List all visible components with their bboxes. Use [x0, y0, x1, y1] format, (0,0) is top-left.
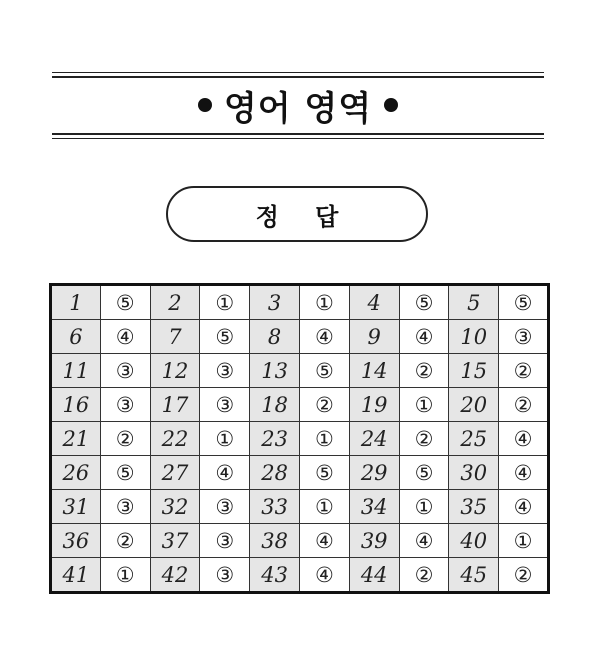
question-number: 20	[449, 388, 499, 422]
section-title-text: 영어 영역	[223, 88, 373, 129]
question-number: 41	[51, 558, 101, 593]
answer-choice: ⑤	[200, 320, 250, 354]
question-number: 16	[51, 388, 101, 422]
question-number: 39	[349, 524, 399, 558]
question-number: 12	[150, 354, 200, 388]
question-number: 11	[51, 354, 101, 388]
question-number: 3	[250, 285, 300, 320]
answer-choice: ②	[399, 422, 449, 456]
question-number: 6	[51, 320, 101, 354]
table-row	[51, 354, 549, 388]
question-number: 40	[449, 524, 499, 558]
question-number: 43	[250, 558, 300, 593]
question-number: 10	[449, 320, 499, 354]
answer-choice: ④	[499, 422, 549, 456]
question-number: 36	[51, 524, 101, 558]
table-row	[51, 524, 549, 558]
question-number: 45	[449, 558, 499, 593]
answer-choice: ④	[499, 490, 549, 524]
question-number: 31	[51, 490, 101, 524]
answer-table	[49, 283, 550, 594]
answer-choice: ②	[100, 422, 150, 456]
bottom-rule-thick	[52, 133, 544, 135]
question-number: 24	[349, 422, 399, 456]
answer-choice: ②	[499, 354, 549, 388]
answer-choice: ④	[200, 456, 250, 490]
question-number: 32	[150, 490, 200, 524]
table-row	[51, 456, 549, 490]
question-number: 25	[449, 422, 499, 456]
answer-choice: ③	[200, 388, 250, 422]
table-row	[51, 285, 549, 320]
answer-choice: ④	[100, 320, 150, 354]
answer-choice: ⑤	[499, 285, 549, 320]
answer-choice: ②	[499, 388, 549, 422]
top-rule-thin	[52, 72, 544, 73]
question-number: 38	[250, 524, 300, 558]
answer-choice: ④	[399, 524, 449, 558]
question-number: 35	[449, 490, 499, 524]
question-number: 21	[51, 422, 101, 456]
answer-choice: ①	[100, 558, 150, 593]
bullet-left-icon	[198, 98, 212, 112]
answer-choice: ①	[200, 422, 250, 456]
question-number: 14	[349, 354, 399, 388]
answer-choice: ②	[100, 524, 150, 558]
table-row	[51, 388, 549, 422]
table-row	[51, 320, 549, 354]
question-number: 44	[349, 558, 399, 593]
answer-choice: ④	[399, 320, 449, 354]
question-number: 42	[150, 558, 200, 593]
answer-choice: ⑤	[299, 354, 349, 388]
answer-choice: ①	[499, 524, 549, 558]
question-number: 2	[150, 285, 200, 320]
table-row	[51, 558, 549, 593]
question-number: 13	[250, 354, 300, 388]
answer-choice: ①	[399, 388, 449, 422]
question-number: 33	[250, 490, 300, 524]
answer-choice: ④	[299, 558, 349, 593]
bottom-rule-thin	[52, 138, 544, 139]
answer-choice: ③	[100, 388, 150, 422]
answer-choice: ④	[499, 456, 549, 490]
answer-choice: ⑤	[399, 285, 449, 320]
question-number: 4	[349, 285, 399, 320]
question-number: 1	[51, 285, 101, 320]
answer-choice: ③	[200, 558, 250, 593]
question-number: 9	[349, 320, 399, 354]
question-number: 22	[150, 422, 200, 456]
answer-choice: ①	[299, 422, 349, 456]
answer-choice: ⑤	[299, 456, 349, 490]
question-number: 5	[449, 285, 499, 320]
answer-choice: ③	[499, 320, 549, 354]
question-number: 28	[250, 456, 300, 490]
answer-choice: ②	[399, 558, 449, 593]
answer-choice: ⑤	[399, 456, 449, 490]
question-number: 23	[250, 422, 300, 456]
answer-choice: ⑤	[100, 285, 150, 320]
question-number: 27	[150, 456, 200, 490]
top-rule-thick	[52, 76, 544, 78]
question-number: 26	[51, 456, 101, 490]
question-number: 30	[449, 456, 499, 490]
answer-choice: ③	[200, 354, 250, 388]
question-number: 8	[250, 320, 300, 354]
answer-choice: ③	[100, 354, 150, 388]
question-number: 29	[349, 456, 399, 490]
answer-key-label: 정 답	[255, 202, 353, 231]
question-number: 34	[349, 490, 399, 524]
answer-choice: ②	[399, 354, 449, 388]
answer-choice: ②	[299, 388, 349, 422]
question-number: 15	[449, 354, 499, 388]
answer-choice: ②	[499, 558, 549, 593]
section-title	[52, 80, 544, 130]
question-number: 7	[150, 320, 200, 354]
answer-choice: ③	[100, 490, 150, 524]
answer-choice: ①	[200, 285, 250, 320]
question-number: 18	[250, 388, 300, 422]
answer-choice: ④	[299, 320, 349, 354]
answer-choice: ④	[299, 524, 349, 558]
answer-key-badge	[166, 186, 428, 242]
answer-choice: ①	[299, 490, 349, 524]
question-number: 19	[349, 388, 399, 422]
question-number: 17	[150, 388, 200, 422]
table-row	[51, 422, 549, 456]
answer-choice: ①	[299, 285, 349, 320]
answer-choice: ⑤	[100, 456, 150, 490]
answer-choice: ①	[399, 490, 449, 524]
answer-choice: ③	[200, 524, 250, 558]
table-row	[51, 490, 549, 524]
bullet-right-icon	[384, 98, 398, 112]
answer-choice: ③	[200, 490, 250, 524]
question-number: 37	[150, 524, 200, 558]
